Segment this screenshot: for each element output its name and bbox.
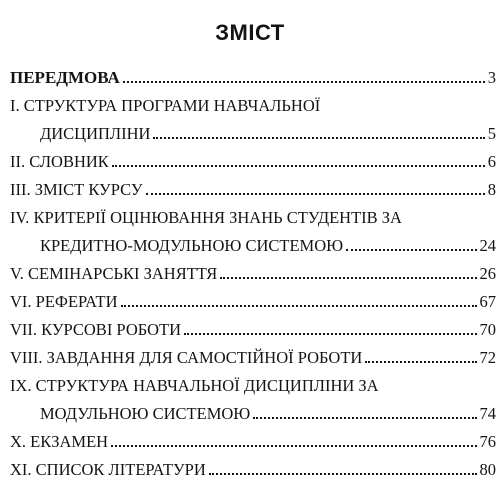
toc-entry-section-8[interactable] xyxy=(10,342,496,366)
toc-entry-section-1[interactable] xyxy=(40,118,496,142)
toc-entry-label-line1: IV. КРИТЕРІЇ ОЦІНЮВАННЯ ЗНАНЬ СТУДЕНТІВ ЗА xyxy=(10,207,402,227)
toc-page-number: 5 xyxy=(487,123,496,143)
dot-leader xyxy=(153,137,484,139)
toc-entry-label: VIII. ЗАВДАННЯ ДЛЯ САМОСТІЙНОЇ РОБОТИ xyxy=(10,347,363,367)
toc-page-number: 70 xyxy=(479,319,496,339)
toc-page-number: 3 xyxy=(487,67,496,87)
toc-entry-section-4[interactable] xyxy=(40,230,496,254)
toc-page-number: 74 xyxy=(479,403,496,423)
toc-entry-section-11[interactable] xyxy=(10,454,496,478)
toc-page-number: 67 xyxy=(479,291,496,311)
toc-entry-label: VII. КУРСОВІ РОБОТИ xyxy=(10,319,182,339)
toc-page-number: 24 xyxy=(479,235,496,255)
page-title: ЗМІСТ xyxy=(215,20,285,45)
toc-entry-section-10[interactable] xyxy=(10,426,496,450)
toc-entry-section-7[interactable] xyxy=(10,314,496,338)
dot-leader xyxy=(253,417,476,419)
toc-page-number: 76 xyxy=(479,431,496,451)
toc-entry-section-5[interactable] xyxy=(10,258,496,282)
dot-leader xyxy=(209,473,477,475)
toc-entry-label: КРЕДИТНО-МОДУЛЬНОЮ СИСТЕМОЮ xyxy=(40,235,344,255)
toc-entry-section-3[interactable] xyxy=(10,174,496,198)
toc-entry-label: МОДУЛЬНОЮ СИСТЕМОЮ xyxy=(40,403,251,423)
toc-entry-label: VI. РЕФЕРАТИ xyxy=(10,291,118,311)
dot-leader xyxy=(111,445,476,447)
toc-entry-label: XI. СПИСОК ЛІТЕРАТУРИ xyxy=(10,459,206,479)
toc-entry-section-2[interactable] xyxy=(10,146,496,170)
dot-leader xyxy=(146,193,485,195)
dot-leader xyxy=(346,249,476,251)
dot-leader xyxy=(220,277,476,279)
dot-leader xyxy=(365,361,476,363)
toc-entry-label: V. СЕМІНАРСЬКІ ЗАНЯТТЯ xyxy=(10,263,218,283)
toc-entry-label-line1: I. СТРУКТУРА ПРОГРАМИ НАВЧАЛЬНОЇ xyxy=(10,95,321,115)
toc-entry-section-9[interactable] xyxy=(40,398,496,422)
toc-page-number: 8 xyxy=(487,179,496,199)
dot-leader xyxy=(184,333,476,335)
toc-entry-label-line1: IX. СТРУКТУРА НАВЧАЛЬНОЇ ДИСЦИПЛІНИ ЗА xyxy=(10,375,379,395)
dot-leader xyxy=(123,81,485,83)
toc-entry-label: III. ЗМІСТ КУРСУ xyxy=(10,179,143,199)
dot-leader xyxy=(121,305,477,307)
toc-entry-label: ДИСЦИПЛІНИ xyxy=(40,123,151,143)
toc-page-number: 72 xyxy=(479,347,496,367)
toc-page-number: 80 xyxy=(479,459,496,479)
toc-entry-section-6[interactable] xyxy=(10,286,496,310)
toc-page-number: 26 xyxy=(479,263,496,283)
toc-entry-preface[interactable] xyxy=(10,62,496,86)
dot-leader xyxy=(112,165,485,167)
toc-entry-label: II. СЛОВНИК xyxy=(10,151,109,171)
toc-page-number: 6 xyxy=(487,151,496,171)
toc-entry-label: ПЕРЕДМОВА xyxy=(10,68,120,87)
toc-entry-label: X. ЕКЗАМЕН xyxy=(10,431,109,451)
